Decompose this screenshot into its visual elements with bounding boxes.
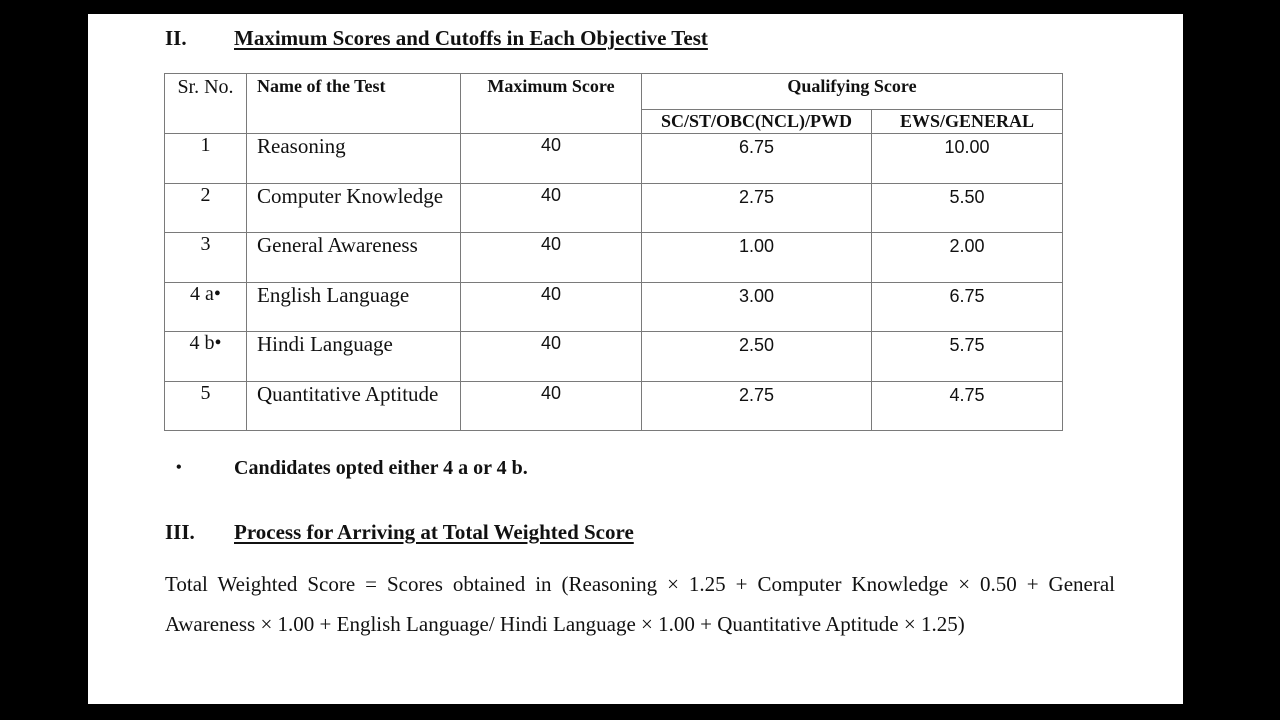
header-test-name: Name of the Test xyxy=(247,74,461,134)
cell-max-score: 40 xyxy=(461,183,642,233)
header-general-category: EWS/GENERAL xyxy=(872,110,1063,134)
table-row xyxy=(165,183,1063,233)
cell-max-score: 40 xyxy=(461,332,642,382)
header-reserved-category: SC/ST/OBC(NCL)/PWD xyxy=(642,110,872,134)
cell-max-score: 40 xyxy=(461,282,642,332)
cell-reserved-score: 3.00 xyxy=(642,282,872,332)
table-row xyxy=(165,381,1063,431)
cell-general-score: 10.00 xyxy=(872,134,1063,184)
cell-sr-no: 4 a• xyxy=(165,282,247,332)
weighted-score-formula: Total Weighted Score = Scores obtained in (Reasoning × 1.25 + Computer Knowledge × 0.50 + General Awareness × 1.00 + English Language/ Hindi Language × 1.00 + Quantitative Aptitude × 1.25) xyxy=(165,572,1115,636)
cell-sr-no: 4 b• xyxy=(165,332,247,382)
cell-general-score: 5.50 xyxy=(872,183,1063,233)
cell-general-score: 4.75 xyxy=(872,381,1063,431)
cell-test-name: Quantitative Aptitude xyxy=(247,381,461,431)
cell-reserved-score: 6.75 xyxy=(642,134,872,184)
cell-reserved-score: 2.50 xyxy=(642,332,872,382)
cell-test-name: Reasoning xyxy=(247,134,461,184)
cell-max-score: 40 xyxy=(461,134,642,184)
cell-general-score: 2.00 xyxy=(872,233,1063,283)
table-row xyxy=(165,233,1063,283)
document-page xyxy=(88,14,1183,704)
scores-cutoff-table xyxy=(164,73,1063,431)
table-row xyxy=(165,332,1063,382)
header-sr-no: Sr. No. xyxy=(165,74,247,134)
footnote-text: Candidates opted either 4 a or 4 b. xyxy=(234,457,528,479)
section-2-title: Maximum Scores and Cutoffs in Each Objective Test xyxy=(234,26,708,50)
cell-sr-no: 5 xyxy=(165,381,247,431)
cell-test-name: General Awareness xyxy=(247,233,461,283)
cell-max-score: 40 xyxy=(461,381,642,431)
cell-reserved-score: 2.75 xyxy=(642,183,872,233)
cell-sr-no: 2 xyxy=(165,183,247,233)
table-row xyxy=(165,282,1063,332)
cell-test-name: Hindi Language xyxy=(247,332,461,382)
section-3-title: Process for Arriving at Total Weighted Score xyxy=(234,520,634,544)
table-row xyxy=(165,134,1063,184)
header-qualifying-score: Qualifying Score xyxy=(642,74,1063,110)
section-3-number: III. xyxy=(165,520,195,544)
table-header-row xyxy=(165,74,1063,110)
header-max-score: Maximum Score xyxy=(461,74,642,134)
cell-max-score: 40 xyxy=(461,233,642,283)
cell-reserved-score: 1.00 xyxy=(642,233,872,283)
cell-general-score: 5.75 xyxy=(872,332,1063,382)
cell-reserved-score: 2.75 xyxy=(642,381,872,431)
section-2-number: II. xyxy=(165,26,187,50)
cell-test-name: English Language xyxy=(247,282,461,332)
bullet-icon: • xyxy=(176,459,182,476)
cell-general-score: 6.75 xyxy=(872,282,1063,332)
cell-test-name: Computer Knowledge xyxy=(247,183,461,233)
cell-sr-no: 3 xyxy=(165,233,247,283)
cell-sr-no: 1 xyxy=(165,134,247,184)
